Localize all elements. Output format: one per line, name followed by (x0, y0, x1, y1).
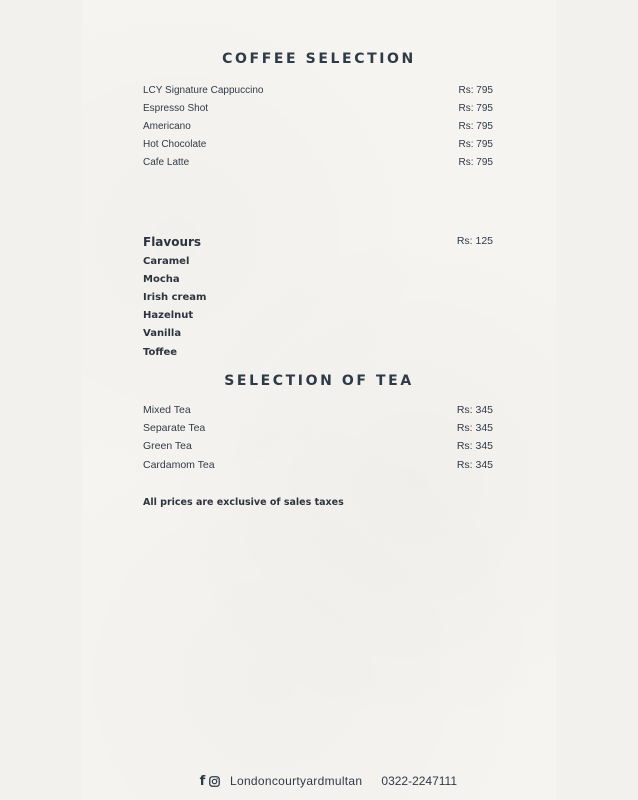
item-price: Rs: 795 (458, 85, 493, 96)
menu-item (143, 459, 493, 477)
flavour-name: Mocha (143, 274, 180, 285)
menu-item (143, 85, 493, 103)
facebook-icon[interactable]: f (199, 773, 206, 789)
instagram-icon[interactable] (209, 776, 220, 787)
item-name: Americano (143, 121, 191, 132)
social-handle: Londoncourtyardmultan (230, 774, 363, 788)
flavour-name: Vanilla (143, 328, 182, 339)
item-price: Rs: 345 (456, 422, 493, 434)
tea-section-title: SELECTION OF TEA (224, 373, 414, 389)
menu-item (143, 404, 493, 422)
item-name: LCY Signature Cappuccino (143, 85, 264, 96)
menu-item (143, 440, 493, 458)
flavours-title: Flavours (143, 235, 202, 249)
item-name: Mixed Tea (143, 404, 191, 416)
item-price: Rs: 795 (458, 157, 493, 168)
item-price: Rs: 345 (456, 440, 493, 452)
item-name: Cafe Latte (143, 157, 190, 168)
item-price: Rs: 795 (458, 139, 493, 150)
item-price: Rs: 345 (456, 459, 493, 471)
item-name: Separate Tea (143, 422, 206, 434)
menu-item (143, 103, 493, 121)
flavours-header (143, 235, 493, 253)
item-name: Green Tea (143, 440, 192, 452)
phone-number: 0322-2247111 (381, 774, 458, 788)
item-price: Rs: 345 (456, 404, 493, 416)
tax-note: All prices are exclusive of sales taxes (143, 497, 344, 508)
item-name: Cardamom Tea (143, 459, 215, 471)
menu-item (143, 121, 493, 139)
flavour-item (143, 310, 493, 328)
flavour-name: Toffee (143, 347, 178, 358)
menu-item (143, 157, 493, 175)
flavour-item (143, 292, 493, 310)
item-name: Hot Chocolate (143, 139, 207, 150)
menu-item (143, 422, 493, 440)
flavour-name: Hazelnut (143, 310, 194, 321)
coffee-section-title: COFFEE SELECTION (222, 51, 416, 67)
flavours-price: Rs: 125 (456, 235, 493, 247)
item-name: Espresso Shot (143, 103, 209, 114)
flavour-name: Irish cream (143, 292, 207, 303)
flavour-name: Caramel (143, 256, 190, 267)
item-price: Rs: 795 (458, 103, 493, 114)
flavour-item (143, 328, 493, 346)
menu-item (143, 139, 493, 157)
footer (199, 773, 457, 789)
flavour-item (143, 274, 493, 292)
flavour-item (143, 347, 493, 365)
item-price: Rs: 795 (458, 121, 493, 132)
flavour-item (143, 256, 493, 274)
